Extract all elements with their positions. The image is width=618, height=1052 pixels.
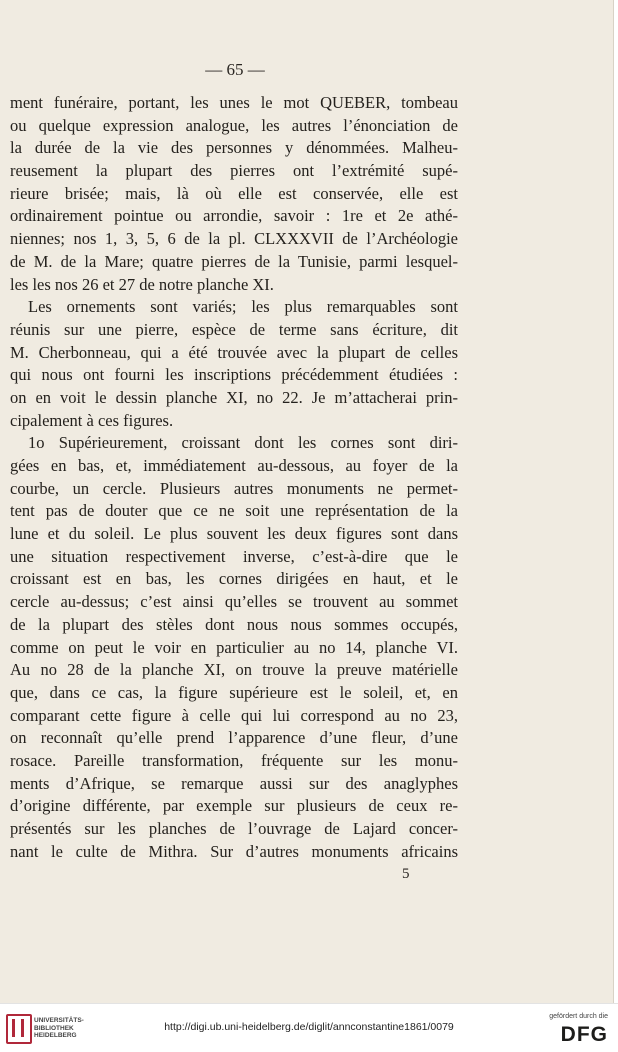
text-line: croissant est en bas, les cornes dirigées en haut, et le [10, 569, 458, 589]
text-line: ment funéraire, portant, les unes le mot QUEBER, tombeau [10, 93, 458, 112]
text-line: rieure brisée; mais, là où elle est conservée, elle est [10, 183, 458, 203]
text-line: on reconnaît qu’elle prend l’apparence d’une fleur, d’une [10, 728, 458, 748]
text-line: niennes; nos 1, 3, 5, 6 de la pl. CLXXXVII de l’Archéologie [10, 229, 458, 249]
text-line: de M. de la Mare; quatre pierres de la Tunisie, parmi lesquel- [10, 251, 458, 271]
university-library-name[interactable]: UNIVERSITÄTS- BIBLIOTHEK HEIDELBERG [34, 1017, 84, 1039]
text-line: lune et du soleil. Le plus souvent les deux figures sont dans [10, 524, 458, 544]
text-line: réunis sur une pierre, espèce de terme sans écriture, dit [10, 319, 458, 339]
text-line: Les ornements sont variés; les plus remarquables sont [28, 297, 458, 317]
text-line: courbe, un cercle. Plusieurs autres monuments ne permet- [10, 478, 458, 498]
text-line: la durée de la vie des personnes y dénommées. Malheu- [10, 138, 458, 158]
text-line: d’origine différente, par exemple sur plusieurs de ceux re- [10, 796, 458, 816]
text-line: comparant cette figure à celle qui lui correspond au no 23, [10, 705, 458, 725]
text-line: que, dans ce cas, la figure supérieure est le soleil, et, en [10, 682, 458, 702]
text-line: une situation respectivement inverse, c’est-à-dire que le [10, 546, 458, 566]
text-line: M. Cherbonneau, qui a été trouvée avec la plupart de celles [10, 342, 458, 362]
text-line: ou quelque expression analogue, les autres l’énonciation de [10, 115, 458, 135]
printer-signature-mark: 5 [402, 866, 410, 882]
text-line: 1o Supérieurement, croissant dont les cornes sont diri- [28, 433, 458, 453]
dfg-logo[interactable]: DFG [560, 1023, 608, 1046]
permalink-url[interactable]: http://digi.ub.uni-heidelberg.de/diglit/annconstantine1861/0079 [164, 1021, 454, 1033]
text-line: présentés sur les planches de l’ouvrage de Lajard concer- [10, 819, 458, 838]
viewer-footer [0, 1003, 618, 1052]
text-line: tent pas de douter que ce ne soit une représentation de la [10, 501, 458, 521]
text-line: de la plupart des stèles dont nous nous sommes occupés, [10, 614, 458, 634]
text-line: nant le culte de Mithra. Sur d’autres monuments africains [10, 841, 458, 861]
text-line: reusement la plupart des pierres ont l’extrémité supé- [10, 161, 458, 181]
text-line: qui nous ont fourni les inscriptions précédemment étudiées : [10, 365, 458, 385]
text-line: comme on peut le voir en particulier au no 14, planche VI. [10, 637, 458, 657]
page-number: — 65 — [205, 60, 265, 79]
text-line: ordinairement pointue ou arrondie, savoir : 1re et 2e athé- [10, 206, 458, 226]
text-line: cercle au-dessus; c’est ainsi qu’elles se trouvent au sommet [10, 592, 458, 612]
text-line: Au no 28 de la planche XI, on trouve la preuve matérielle [10, 660, 458, 680]
text-line: on en voit le dessin planche XI, no 22. Je m’attacherai prin- [10, 387, 458, 407]
text-line: ments d’Afrique, se remarque aussi sur des anaglyphes [10, 773, 458, 793]
text-line: gées en bas, et, immédiatement au-dessous, au foyer de la [10, 456, 458, 475]
text-line: cipalement à ces figures. [10, 410, 174, 430]
text-line: les les nos 26 et 27 de notre planche XI. [10, 274, 274, 294]
body-text [10, 92, 458, 863]
text-line: rosace. Pareille transformation, fréquente sur les monu- [10, 750, 458, 770]
funding-caption: gefördert durch die [549, 1013, 608, 1020]
